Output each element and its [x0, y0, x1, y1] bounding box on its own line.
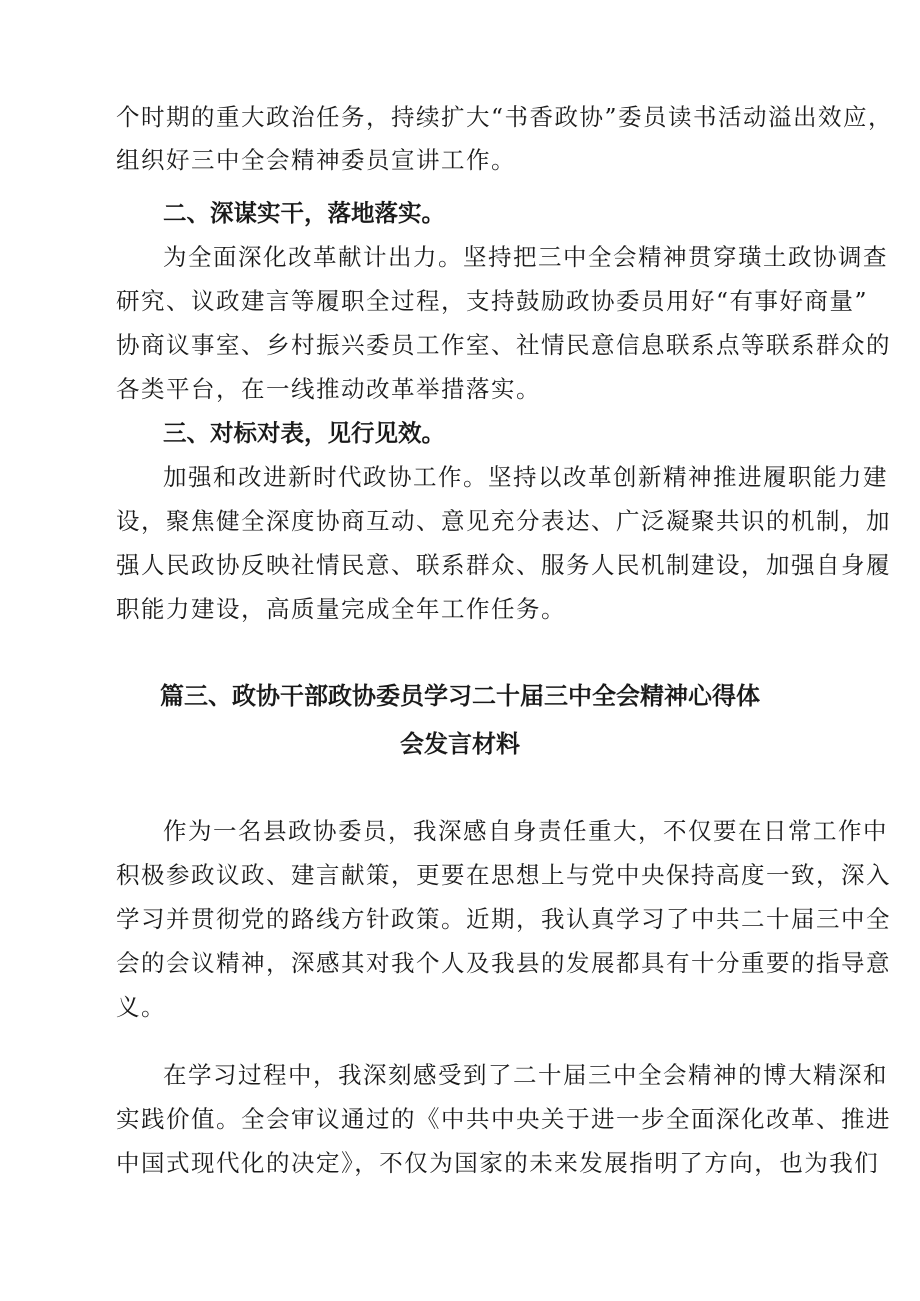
paragraph-line: 会的会议精神，深感其对我个人及我县的发展都具有十分重要的指导意: [116, 949, 891, 977]
paragraph-line: 在学习过程中，我深刻感受到了二十届三中全会精神的博大精深和: [163, 1061, 888, 1089]
paragraph-line: 为全面深化改革献计出力。坚持把三中全会精神贯穿璜土政协调查: [163, 243, 888, 271]
paragraph-line: 个时期的重大政治任务，持续扩大“书香政协”委员读书活动溢出效应，: [116, 103, 894, 131]
paragraph-line: 强人民政协反映社情民意、联系群众、服务人民机制建设，加强自身履: [116, 551, 891, 579]
article-title-line-2: 会发言材料: [400, 730, 520, 758]
paragraph-line: 研究、议政建言等履职全过程，支持鼓励政协委员用好“有事好商量”: [116, 287, 869, 315]
article-title-line-1: 篇三、政协干部政协委员学习二十届三中全会精神心得体: [160, 682, 760, 710]
paragraph-line: 职能力建设，高质量完成全年工作任务。: [116, 595, 566, 623]
paragraph-line: 学习并贯彻党的路线方针政策。近期，我认真学习了中共二十届三中全: [116, 905, 891, 933]
paragraph-line: 协商议事室、乡村振兴委员工作室、社情民意信息联系点等联系群众的: [116, 331, 891, 359]
paragraph-line: 积极参政议政、建言献策，更要在思想上与党中央保持高度一致，深入: [116, 861, 891, 889]
paragraph-line: 组织好三中全会精神委员宣讲工作。: [116, 146, 516, 174]
section-heading-3: 三、对标对表，见行见效。: [163, 419, 445, 447]
section-heading-2: 二、深谋实干，落地落实。: [163, 199, 445, 227]
paragraph-line: 中国式现代化的决定》，不仅为国家的未来发展指明了方向，也为我们: [116, 1149, 880, 1177]
paragraph-line: 实践价值。全会审议通过的《中共中央关于进一步全面深化改革、推进: [116, 1105, 891, 1133]
paragraph-line: 义。: [116, 993, 166, 1021]
paragraph-line: 加强和改进新时代政协工作。坚持以改革创新精神推进履职能力建: [163, 463, 888, 491]
paragraph-line: 作为一名县政协委员，我深感自身责任重大，不仅要在日常工作中: [163, 817, 888, 845]
paragraph-line: 各类平台，在一线推动改革举措落实。: [116, 375, 541, 403]
paragraph-line: 设，聚焦健全深度协商互动、意见充分表达、广泛凝聚共识的机制，加: [116, 507, 891, 535]
